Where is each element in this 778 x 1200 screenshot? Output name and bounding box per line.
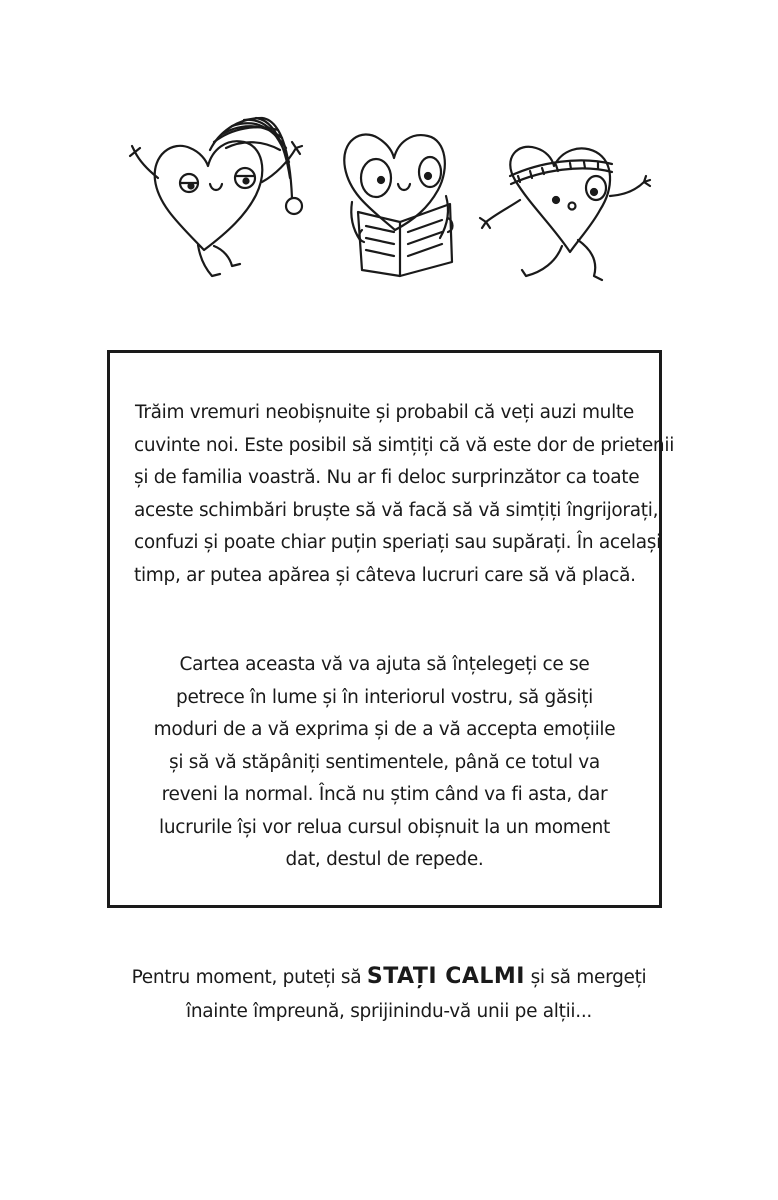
stay-calm-emphasis: STAȚI CALMI: [366, 964, 525, 989]
intro-line: confuzi și poate chiar puțin speriați sau supărați. În același: [134, 532, 661, 553]
purpose-line: și să vă stăpâniți sentimentele, până ce totul va: [169, 751, 600, 773]
heart-characters-illustration: [0, 0, 778, 320]
purpose-line: dat, destul de repede.: [285, 849, 484, 870]
intro-paragraph: [110, 397, 675, 592]
intro-line: Trăim vremuri neobișnuite și probabil că veți auzi multe: [135, 402, 634, 423]
closing-text-before: Pentru moment, puteți să: [131, 967, 367, 988]
purpose-line: moduri de a vă exprima și de a vă accepta emoțiile: [153, 719, 616, 740]
purpose-line: lucrurile își vor relua cursul obișnuit la un moment: [159, 816, 610, 838]
book-purpose-paragraph: [110, 649, 659, 877]
purpose-line: petrece în lume și în interiorul vostru, să găsiți: [176, 686, 593, 708]
closing-message: [0, 960, 778, 1029]
reading-heart-icon: [344, 135, 452, 276]
closing-line-1: [0, 960, 778, 995]
closing-line-2: înainte împreună, sprijinindu-vă unii pe alții...: [186, 1001, 592, 1022]
intro-line: timp, ar putea apărea și câteva lucruri care să vă placă.: [134, 564, 636, 586]
purpose-line: Cartea aceasta vă va ajuta să înțelegeți ce se: [179, 654, 590, 675]
intro-line: aceste schimbări bruște să vă facă să vă simțiți îngrijorați,: [134, 499, 659, 521]
intro-line: și de familia voastră. Nu ar fi deloc surprinzător ca toate: [134, 467, 640, 488]
sleepy-heart-icon: [130, 118, 302, 276]
purpose-line: reveni la normal. Încă nu știm când va fi asta, dar: [161, 784, 608, 805]
message-box: [107, 350, 675, 908]
running-heart-icon: [480, 147, 650, 280]
closing-text-after: și să mergeți: [524, 967, 647, 988]
intro-line: cuvinte noi. Este posibil să simțiți că vă este dor de prietenii: [134, 434, 675, 456]
